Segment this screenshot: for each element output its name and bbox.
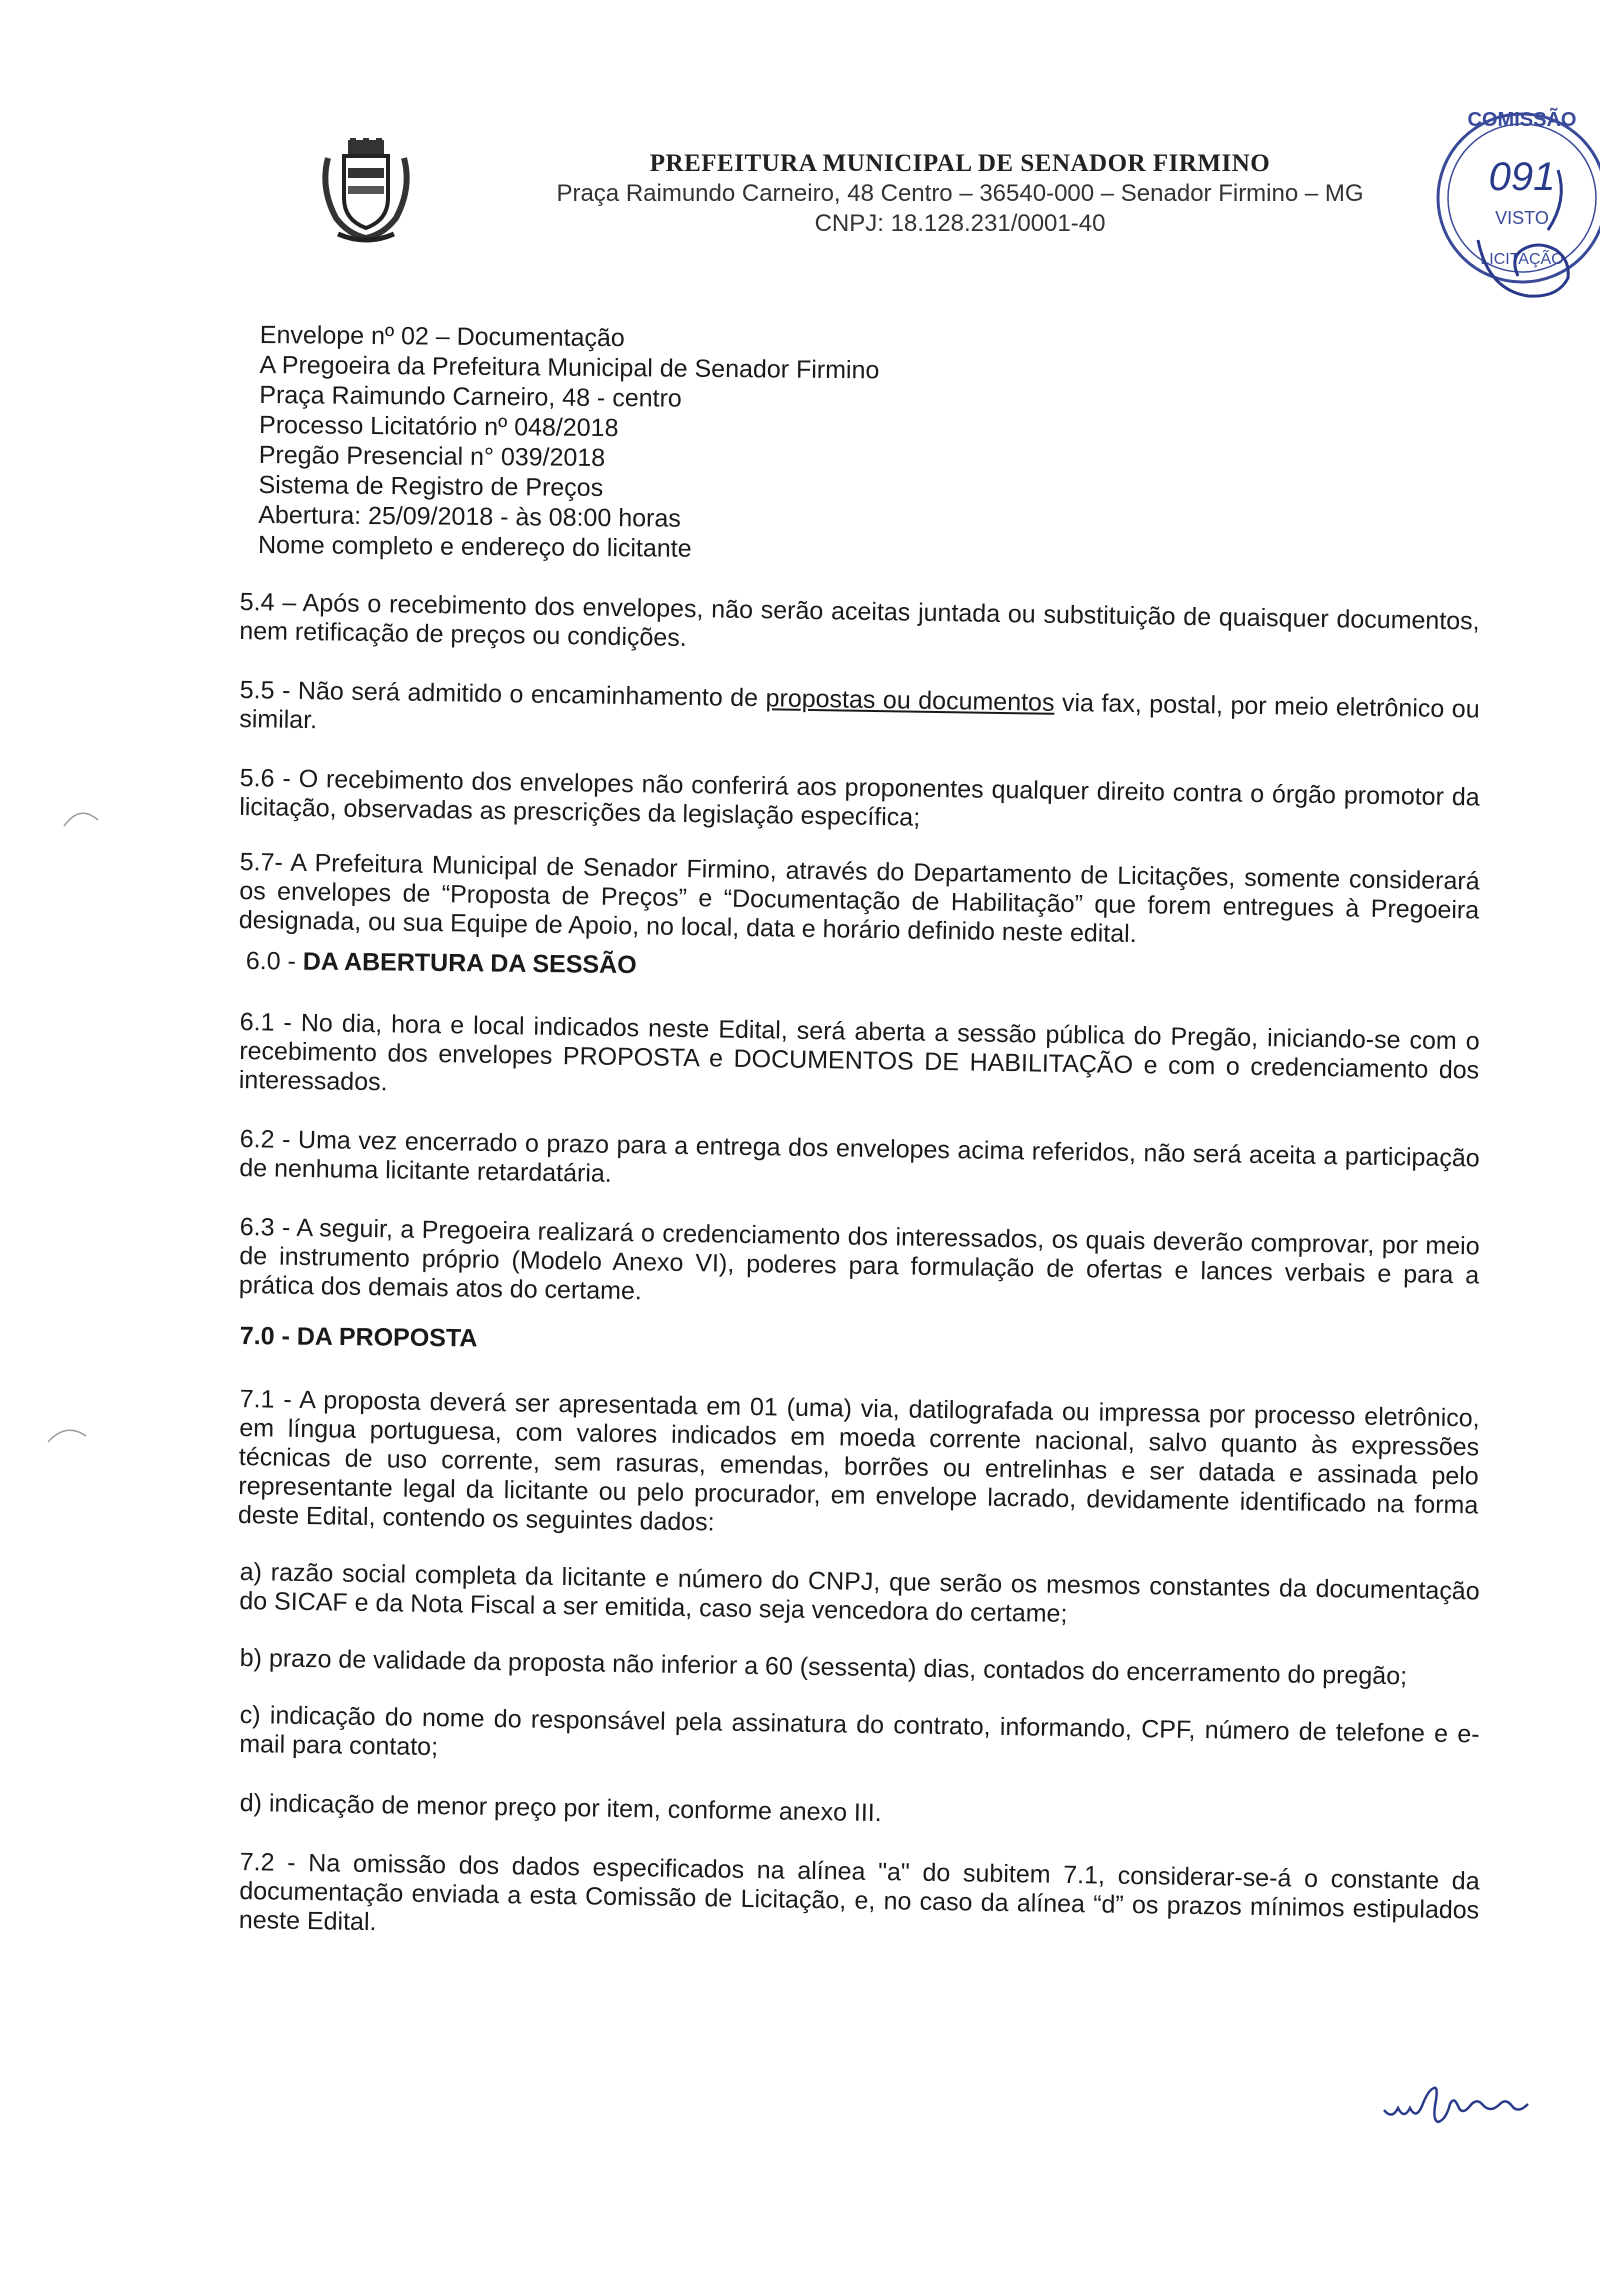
clause-6-3: 6.3 - A seguir, a Pregoeira realizará o credenciamento dos interessados, os quais deverão comprovar, por meio de instrumento próprio (Modelo Anexo VI), poderes para formulação de ofertas e lances verbais e para a prática dos demais atos do certame.: [238, 1213, 1480, 1306]
handwritten-initials: [1378, 2070, 1538, 2130]
clause-5-7: 5.7- A Prefeitura Municipal de Senador Firmino, através do Departamento de Licitações, somente considerará os envelopes de “Proposta de Preços” e “Documentação de Habilitação” que forem entregues à Pregoeira designada, ou sua Equipe de Apoio, no local, data e horário definido neste edital.: [238, 848, 1480, 949]
clause-5-5: [239, 676, 1480, 753]
envelope-block: [258, 320, 880, 565]
envelope-line: A Pregoeira da Prefeitura Municipal de Senador Firmino: [259, 350, 880, 385]
heading-6-0-title: DA ABERTURA DA SESSÃO: [302, 947, 637, 980]
letterhead-address: Praça Raimundo Carneiro, 48 Centro – 36540-000 – Senador Firmino – MG: [556, 180, 1364, 207]
stamp-page-number: 091: [1488, 155, 1556, 199]
envelope-line: Praça Raimundo Carneiro, 48 - centro: [259, 380, 682, 413]
clause-5-4: 5.4 – Após o recebimento dos envelopes, não serão aceitas juntada ou substituição de quaisquer documentos, nem retificação de preços ou condições.: [239, 588, 1480, 653]
coat-of-arms-icon: [318, 138, 414, 246]
envelope-line: Abertura: 25/09/2018 - às 08:00 horas: [258, 500, 681, 533]
letterhead-title: PREFEITURA MUNICIPAL DE SENADOR FIRMINO: [649, 150, 1271, 177]
stamp-bottom-text: LICITAÇÃO: [1480, 251, 1564, 268]
clause-7-1-d: d) indicação de menor preço por item, conforme anexo III.: [239, 1789, 882, 1828]
clause-6-1: 6.1 - No dia, hora e local indicados neste Edital, será aberta a sessão pública do Pregão, iniciando-se com o recebimento dos envelopes PROPOSTA e DOCUMENTOS DE HABILITAÇÃO e com o credenciamento dos interessados.: [238, 1008, 1480, 1097]
punch-mark: [62, 800, 102, 830]
clause-7-1-a: a) razão social completa da licitante e número do CNPJ, que serão os mesmos constantes da documentação do SICAF e da Nota Fiscal a ser emitida, caso seja vencedora do certame;: [239, 1558, 1480, 1629]
clause-5-5-end: via fax, postal, por meio eletrônico ou similar.: [239, 688, 1480, 735]
clause-5-5-start: 5.5 - Não será admitido o encaminhamento de: [239, 676, 766, 713]
clause-6-2: 6.2 - Uma vez encerrado o prazo para a entrega dos envelopes acima referidos, não será aceita a participação de nenhuma licitante retardatária.: [239, 1125, 1480, 1188]
stamp-top-text: COMISSÃO: [1467, 109, 1577, 131]
commission-stamp: [1418, 100, 1600, 320]
envelope-line: Pregão Presencial n° 039/2018: [258, 440, 606, 473]
heading-6-0-number: 6.0 -: [245, 947, 303, 976]
letterhead-cnpj: CNPJ: 18.128.231/0001-40: [814, 210, 1106, 237]
heading-6-0: [246, 947, 1480, 989]
envelope-line: Sistema de Registro de Preços: [258, 470, 604, 503]
edital-body: [237, 580, 1480, 1937]
clause-7-1: 7.1 - A proposta deverá ser apresentada em 01 (uma) via, datilografada ou impressa por processo eletrônico, em língua portuguesa, com valores indicados em moeda corrente nacional, salvo quanto às expressões técnicas de uso corrente, sem rasuras, emendas, borrões ou entrelinhas e ser datada e assinada pelo representante legal da licitante ou pelo procurador, em envelope lacrado, devidamente identificado na forma deste Edital, contendo os seguintes dados:: [237, 1385, 1480, 1537]
heading-7-0: 7.0 - DA PROPOSTA: [239, 1322, 478, 1353]
clause-7-1-c: c) indicação do nome do responsável pela assinatura do contrato, informando, CPF, número de telefone e e-mail para contato;: [239, 1701, 1480, 1762]
clause-5-5-underlined: propostas ou documentos: [765, 684, 1055, 717]
clause-7-2: 7.2 - Na omissão dos dados especificados na alínea "a" do subitem 7.1, considerar-se-á o constante da documentação enviada a esta Comissão de Licitação, e, no caso da alínea “d” os prazos mínimos estipulados neste Edital.: [238, 1848, 1480, 1937]
envelope-line: Nome completo e endereço do licitante: [257, 530, 692, 563]
clause-7-1-b: b) prazo de validade da proposta não inferior a 60 (sessenta) dias, contados do encerramento do pregão;: [239, 1644, 1408, 1691]
stamp-visto-text: VISTO: [1495, 208, 1549, 228]
clause-5-6: 5.6 - O recebimento dos envelopes não conferirá aos proponentes qualquer direito contra o órgão promotor da licitação, observadas as prescrições da legislação específica;: [239, 764, 1480, 832]
envelope-line: Envelope nº 02 – Documentação: [259, 320, 625, 353]
punch-mark: [46, 1418, 90, 1448]
envelope-line: Processo Licitatório nº 048/2018: [258, 410, 619, 443]
letterhead: [500, 150, 1420, 238]
